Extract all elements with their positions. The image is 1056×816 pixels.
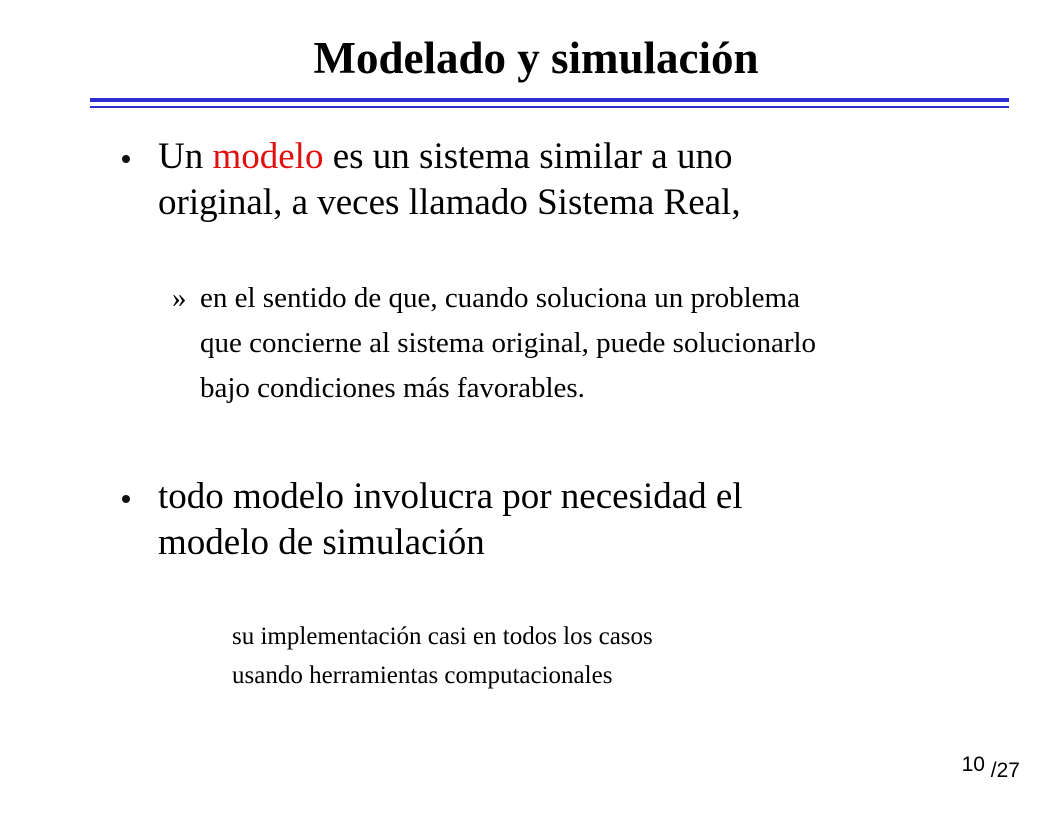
subpoint-line-2: que concierne al sistema original, puede solucionarlo [200, 327, 817, 359]
bullet-1-line-2: original, a veces llamado Sistema Real, [158, 182, 741, 223]
subpoint-line-3: bajo condiciones más favorables. [200, 372, 585, 404]
subpoint-line-1: en el sentido de que, cuando soluciona un problema [200, 282, 800, 314]
title-divider-thin [90, 106, 1009, 108]
bullet-2-line-2: modelo de simulación [158, 522, 485, 563]
slide-title: Modelado y simulación [313, 33, 759, 83]
bullet-dot-1 [122, 155, 130, 163]
bullet-dot-2 [122, 495, 130, 503]
bullet-2-line-1: todo modelo involucra por necesidad el [158, 476, 743, 517]
subpoint [200, 276, 816, 411]
bullet-2 [158, 474, 743, 566]
page-total: /27 [990, 759, 1020, 782]
note-line-2: usando herramientas computacionales [232, 662, 613, 689]
page-number [961, 752, 1020, 782]
page-current: 10 [961, 753, 985, 776]
bullet-1 [158, 134, 741, 226]
subpoint-marker: » [172, 282, 187, 314]
note-line-1: su implementación casi en todos los casos [232, 623, 653, 650]
title-divider-thick [90, 98, 1009, 102]
highlight-term: modelo [212, 136, 324, 177]
note [232, 617, 653, 695]
bullet-1-line-1 [158, 134, 741, 180]
bullet-1-pre: Un [158, 136, 213, 177]
bullet-1-post: es un sistema similar a uno [323, 136, 733, 177]
